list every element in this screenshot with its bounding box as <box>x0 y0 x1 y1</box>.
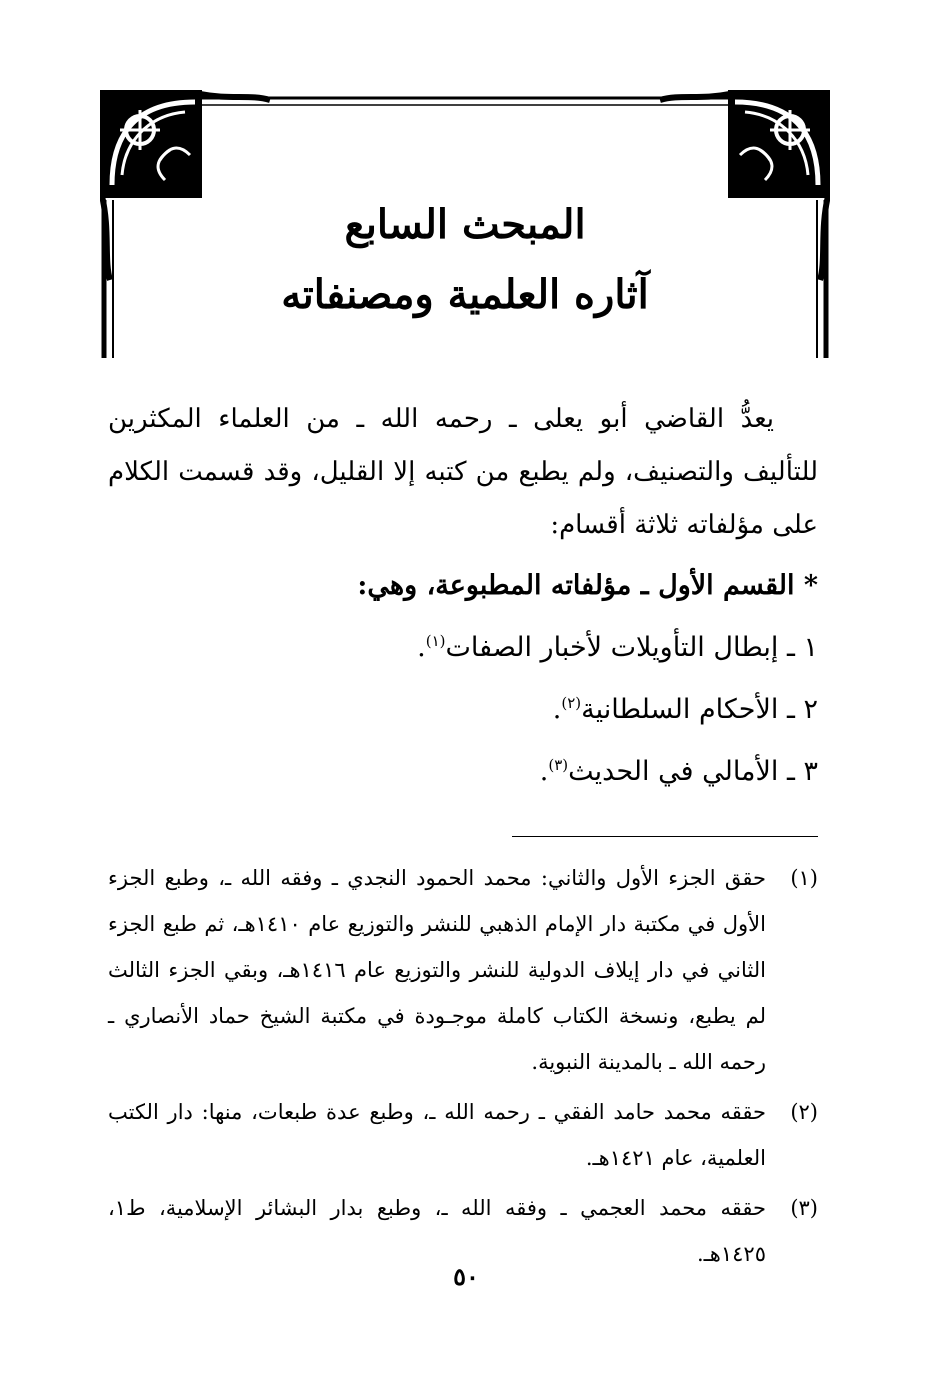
footnote-text: حققه محمد حامد الفقي ـ رحمه الله ـ، وطبع عدة طبعات، منها: دار الكتب العلمية، عام ١٤٢١هـ. <box>108 1100 766 1170</box>
list-item-text: ٣ ـ الأمالي في الحديث <box>568 756 818 787</box>
footnote-number: (٢) <box>790 1100 818 1124</box>
chapter-subheading: آثاره العلمية ومصنفاته <box>281 271 649 318</box>
footnote-ref[interactable]: (٢) <box>561 694 582 712</box>
footnote-ref[interactable]: (١) <box>425 632 446 650</box>
list-item-text: ٢ ـ الأحكام السلطانية <box>581 694 818 725</box>
footnote <box>108 855 818 1085</box>
list-item <box>108 757 818 787</box>
footnote-separator <box>512 836 818 837</box>
list-item-end: . <box>539 756 549 787</box>
intro-paragraph: يعدُّ القاضي أبو يعلى ـ رحمه الله ـ من العلماء المكثرين للتأليف والتصنيف، ولم يطبع من كتبه إلا القليل، وقد قسمت الكلام على مؤلفاته ثلاثة أقسام: <box>108 404 818 540</box>
chapter-heading: المبحث السابع <box>344 201 586 248</box>
page-number: ٥٠ <box>453 1262 479 1291</box>
footnotes <box>108 855 818 1277</box>
footnote-number: (١) <box>790 866 818 890</box>
list-item-text: ١ ـ إبطال التأويلات لأخبار الصفات <box>445 632 818 663</box>
list-item <box>108 695 818 725</box>
main-text <box>108 393 818 787</box>
footnote-text: حقق الجزء الأول والثاني: محمد الحمود النجدي ـ وفقه الله ـ، وطبع الجزء الأول في مكتبة دار الإمام الذهبي للنشر والتوزيع عام ١٤١٠هـ، ثم طبع الجزء الثاني في دار إيلاف الدولية للنشر والتوزيع عام ١٤١٦هـ، وبقي الجزء الثالث لم يطبع، ونسخة الكتاب كاملة موجـودة في مكتبة الشيخ حماد الأنصاري ـ رحمه الله ـ بالمدينة النبوية. <box>108 866 766 1074</box>
footnote-ref[interactable]: (٣) <box>548 756 569 774</box>
footnote-text: حققه محمد العجمي ـ وفقه الله ـ، وطبع بدار البشائر الإسلامية، ط١، ١٤٢٥هـ. <box>108 1196 766 1266</box>
list-item-end: . <box>552 694 562 725</box>
section-title: * القسم الأول ـ مؤلفاته المطبوعة، وهي: <box>357 570 818 601</box>
footnote <box>108 1089 818 1181</box>
list-item-end: . <box>417 632 426 663</box>
list-item <box>108 633 818 663</box>
footnote-number: (٣) <box>790 1196 818 1220</box>
